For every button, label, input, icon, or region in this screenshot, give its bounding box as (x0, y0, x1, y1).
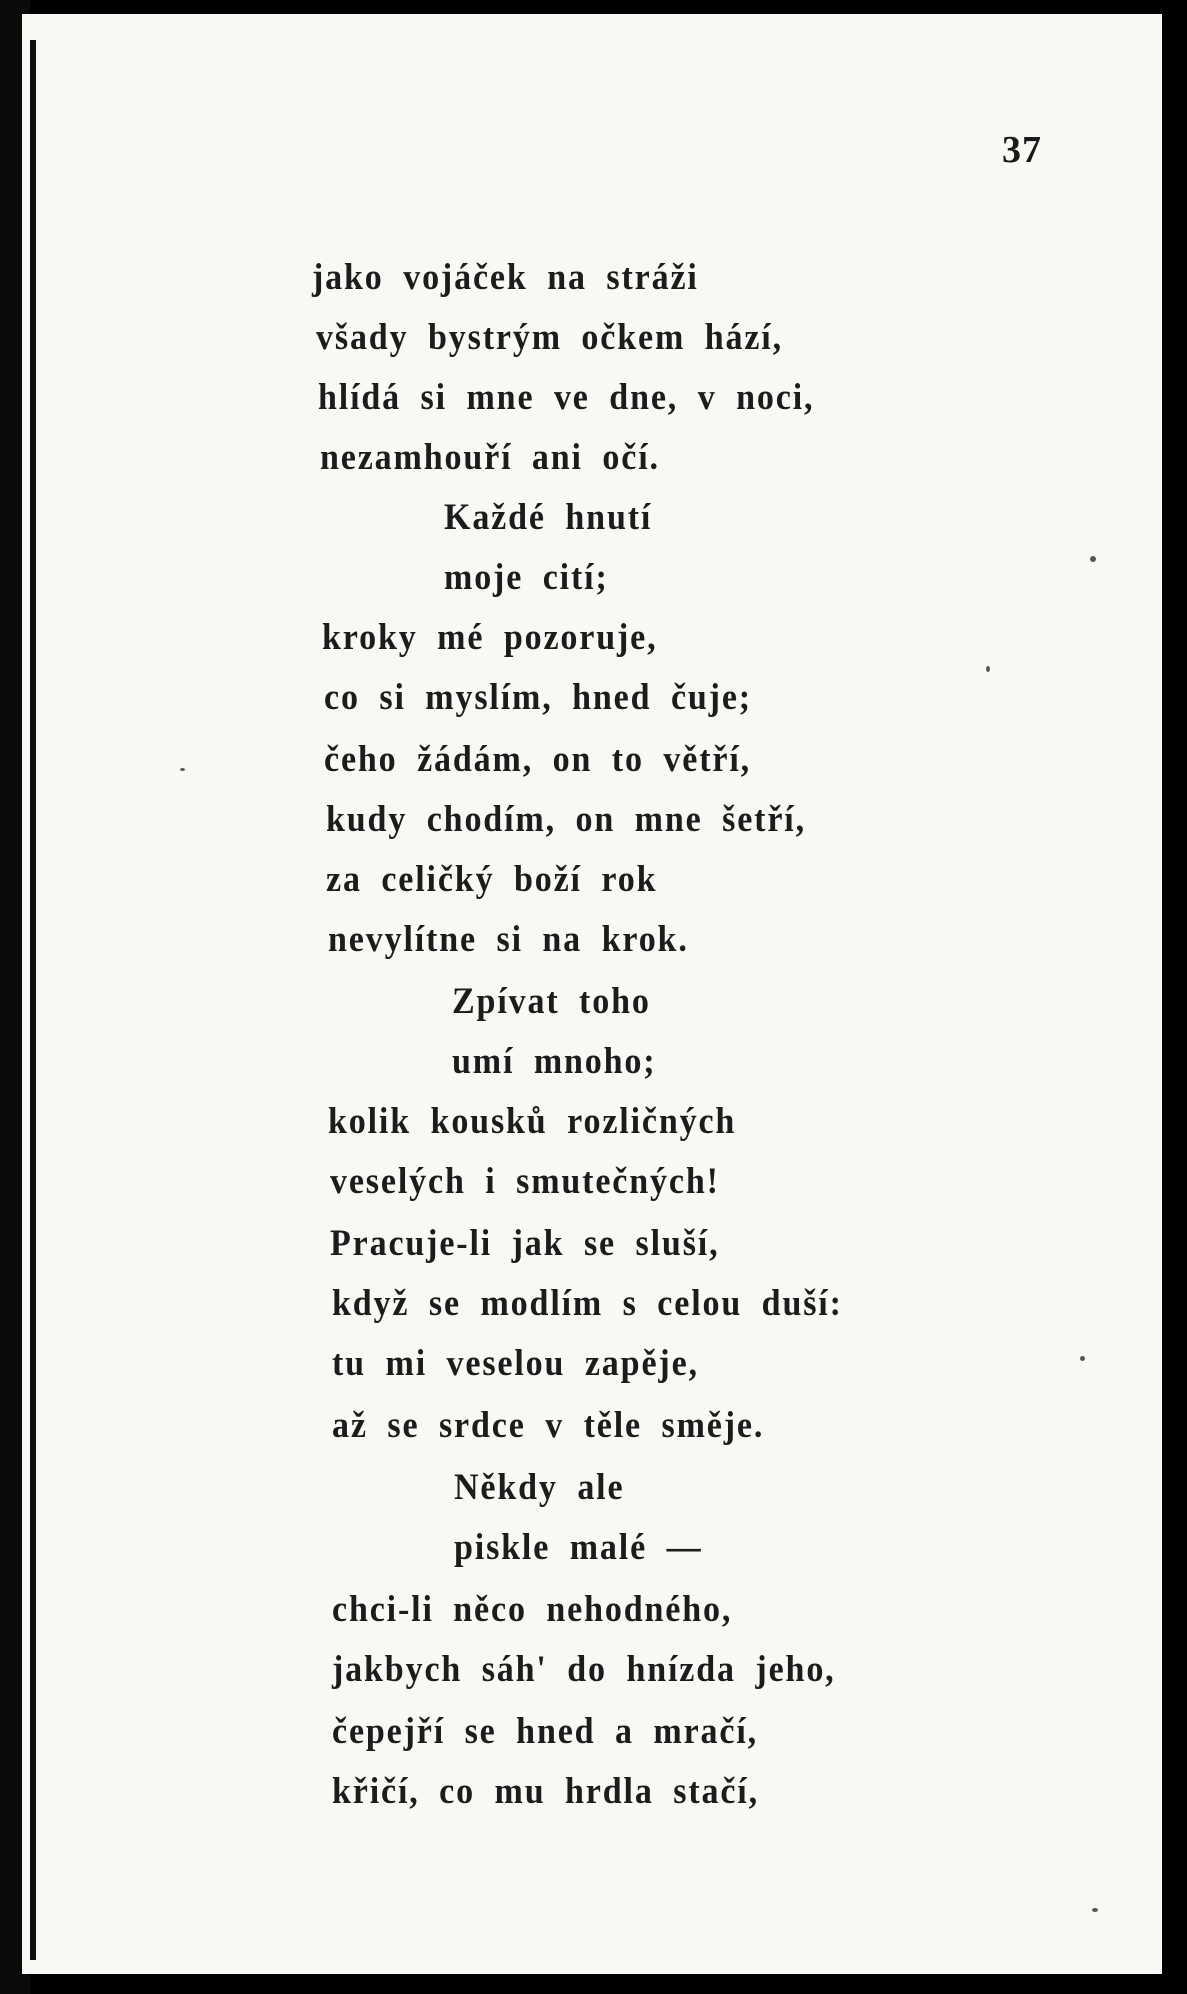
poem-line: kudy chodím, on mne šetří, (326, 799, 806, 840)
poem-line: čeho žádám, on to větří, (324, 739, 751, 780)
poem-line: veselých i smutečných! (330, 1161, 720, 1202)
poem-line: za celičký boží rok (326, 859, 658, 900)
poem-line: Každé hnutí (444, 497, 653, 538)
poem-line: jako vojáček na stráži (312, 257, 699, 298)
poem-line: umí mnoho; (452, 1041, 657, 1082)
page-number: 37 (1002, 129, 1042, 171)
paper-speck (1080, 1356, 1085, 1361)
poem-line: piskle malé — (454, 1527, 703, 1568)
poem-line: až se srdce v těle směje. (332, 1405, 765, 1446)
poem-line: tu mi veselou zapěje, (332, 1343, 699, 1384)
paper-speck (1090, 556, 1096, 562)
poem-line: moje cití; (444, 557, 609, 598)
poem-line: hlídá si mne ve dne, v noci, (318, 377, 815, 418)
poem-line: kroky mé pozoruje, (322, 617, 658, 658)
poem-line: když se modlím s celou duší: (332, 1283, 843, 1324)
poem-line: jakbych sáh' do hnízda jeho, (332, 1649, 836, 1690)
poem-line: Pracuje-li jak se sluší, (330, 1223, 720, 1264)
paper-speck (1092, 1908, 1098, 1912)
paper-speck (986, 666, 990, 672)
poem-line: chci-li něco nehodného, (332, 1589, 733, 1630)
poem-line: Někdy ale (454, 1467, 625, 1508)
poem-line: co si myslím, hned čuje; (324, 677, 752, 718)
poem-line: nevylítne si na krok. (328, 919, 689, 960)
poem-line: nezamhouří ani očí. (320, 437, 660, 478)
paper-speck (180, 768, 185, 771)
poem-line: všady bystrým očkem hází, (316, 317, 783, 358)
poem-line: kolik kousků rozličných (328, 1101, 737, 1142)
poem-line: křičí, co mu hrdla stačí, (332, 1771, 759, 1812)
poem-line: čepejří se hned a mračí, (332, 1711, 759, 1752)
poem-line: Zpívat toho (452, 981, 651, 1022)
